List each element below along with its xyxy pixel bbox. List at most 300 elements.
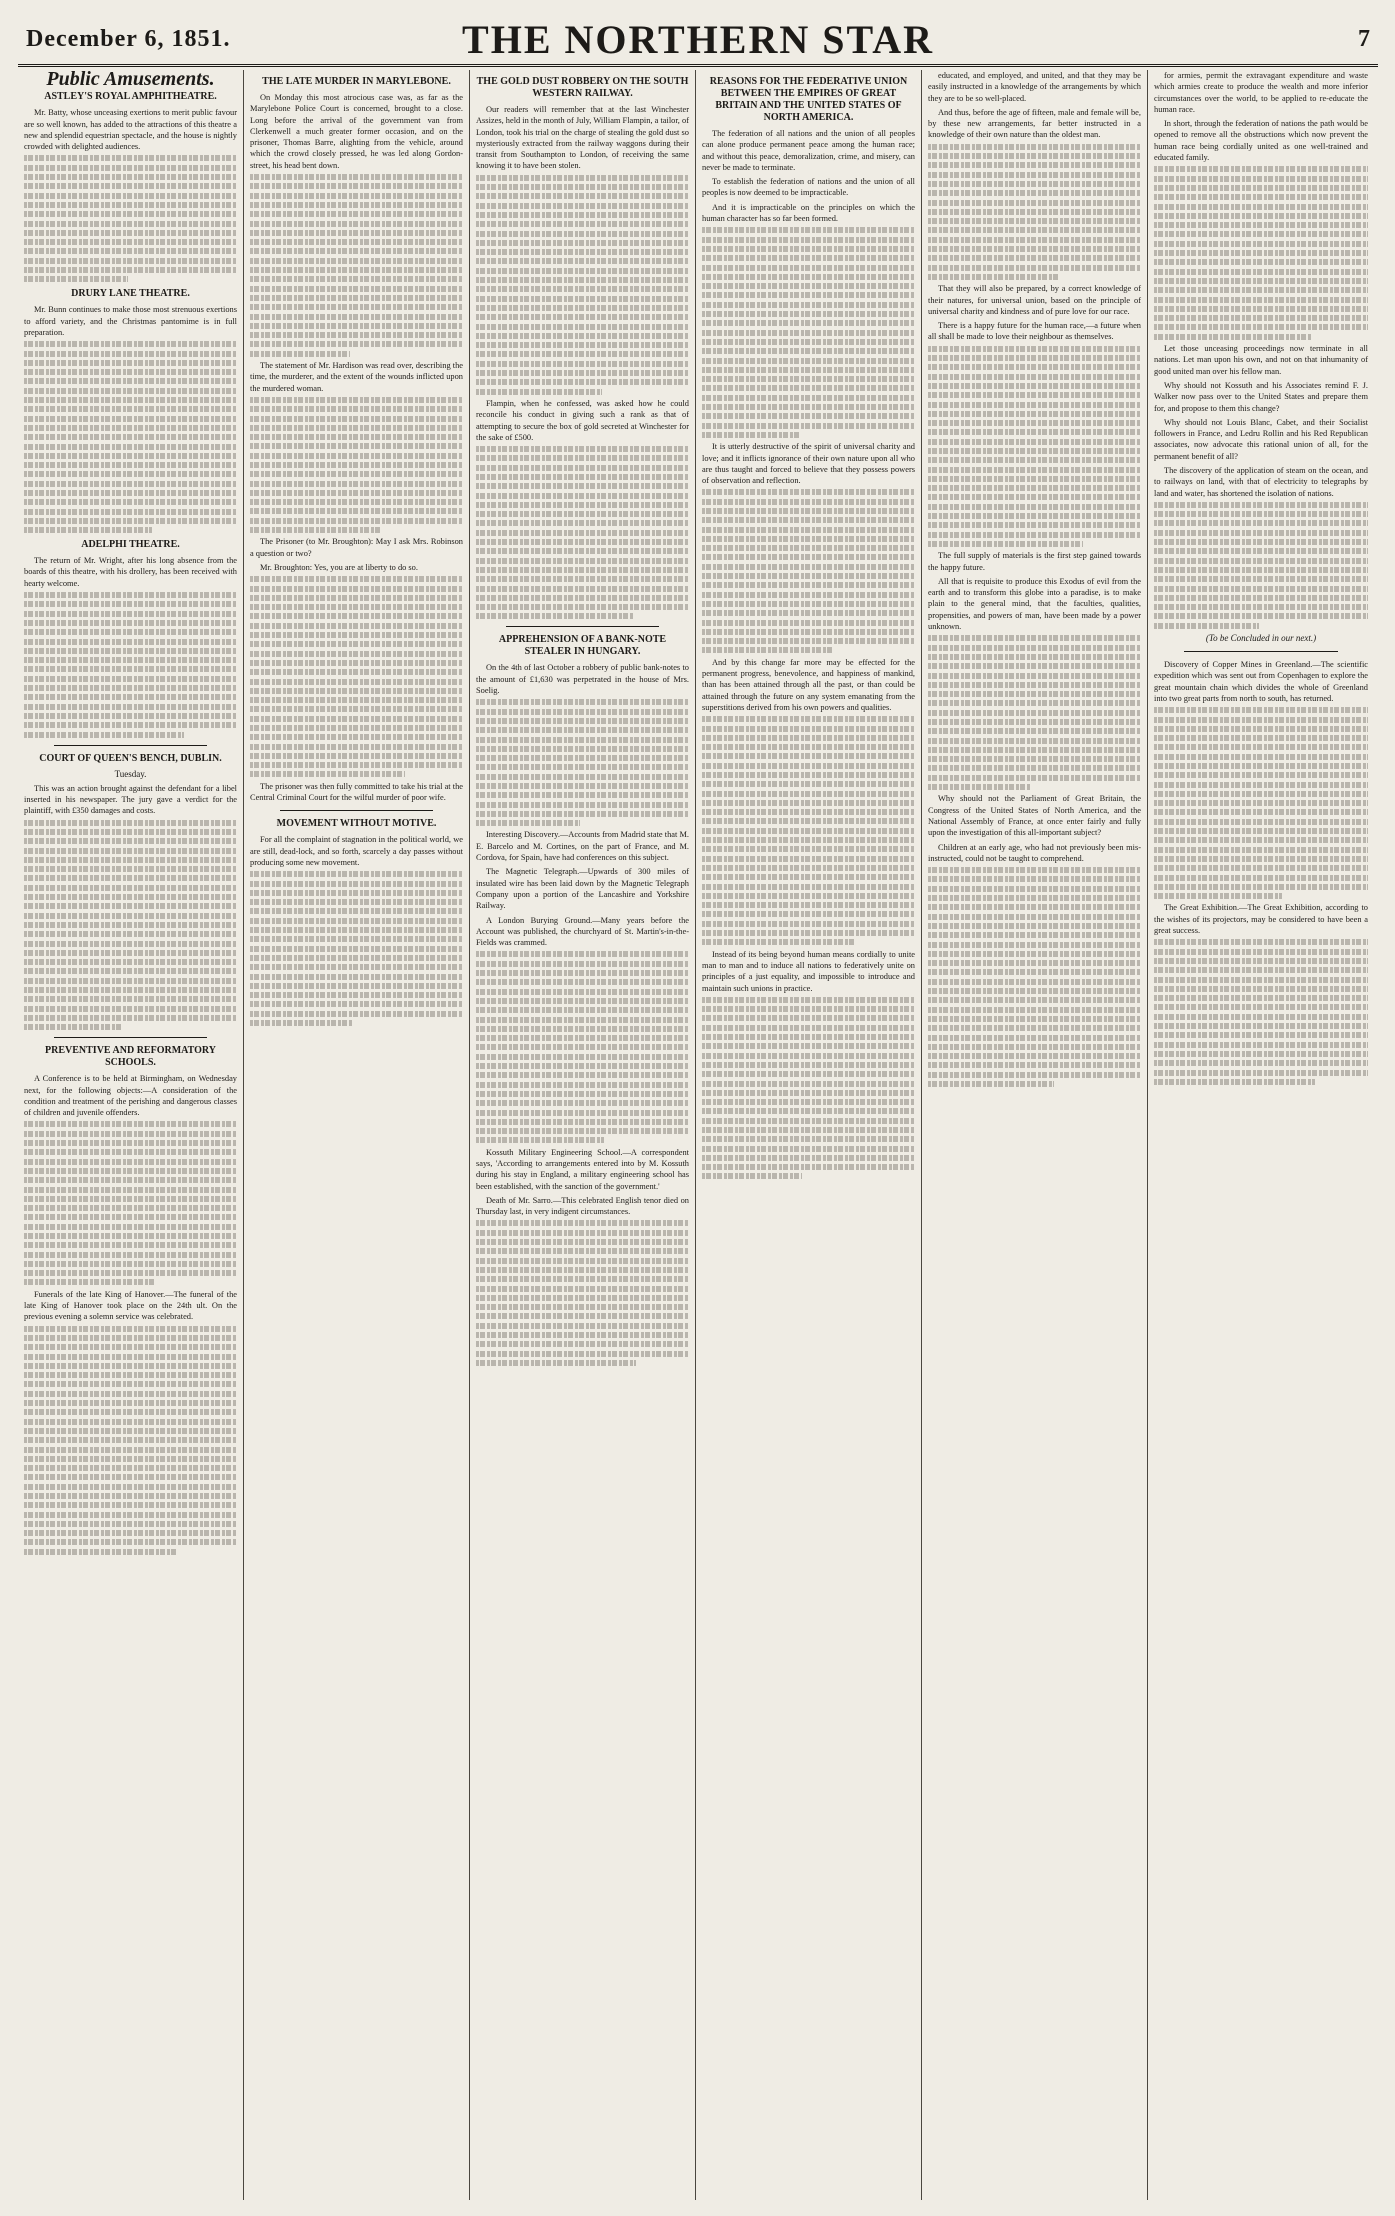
text-line-texture <box>928 738 1141 744</box>
text-line-texture <box>476 1267 689 1273</box>
text-line-texture <box>250 508 463 514</box>
text-line-texture <box>928 728 1141 734</box>
text-line-texture <box>250 641 463 647</box>
text-line-texture <box>702 1025 915 1031</box>
headline: THE GOLD DUST ROBBERY ON THE SOUTH WESTERN RAILWAY. <box>476 76 689 99</box>
text-line-texture <box>702 837 915 843</box>
text-line-texture <box>702 638 915 644</box>
text-line-texture <box>476 558 689 564</box>
text-line-texture <box>702 1108 915 1114</box>
text-line-texture <box>24 1242 237 1248</box>
text-line-texture <box>1154 511 1368 517</box>
text-line-texture <box>928 181 1141 187</box>
text-line-texture <box>476 604 689 610</box>
text-line-texture <box>476 755 689 761</box>
text-line-texture <box>1154 204 1368 210</box>
text-line-texture <box>1154 595 1368 601</box>
text-line-texture <box>928 775 1141 781</box>
text-line-texture <box>1154 297 1368 303</box>
text-line-texture <box>1154 893 1282 899</box>
text-line-texture <box>476 342 689 348</box>
filler-text <box>250 576 463 777</box>
text-line-texture <box>702 818 915 824</box>
text-line-texture <box>476 746 689 752</box>
text-line-texture <box>476 465 689 471</box>
text-line-texture <box>476 1091 689 1097</box>
text-line-texture <box>1154 520 1368 526</box>
text-line-texture <box>928 960 1141 966</box>
text-line-texture <box>1154 735 1368 741</box>
text-line-texture <box>24 1233 237 1239</box>
text-line-texture <box>476 305 689 311</box>
text-line-texture <box>24 1521 237 1527</box>
text-line-texture <box>928 364 1141 370</box>
text-line-texture <box>1154 1042 1368 1048</box>
text-line-texture <box>702 536 915 542</box>
section-heading: Public Amusements. <box>46 70 215 90</box>
text-line-texture <box>250 481 463 487</box>
text-line-texture <box>702 939 855 945</box>
text-line-texture <box>476 1110 689 1116</box>
text-line-texture <box>476 802 689 808</box>
article-paragraph: And by this change far more may be effected for the permanent progress, benevolence, and happiness of mankind, than has been attained through all the past, or than could be attained through the future on any system emanating from the superstitions derived from his own powers and qualities. <box>702 657 915 712</box>
text-line-texture <box>476 1220 689 1226</box>
headline: REASONS FOR THE FEDERATIVE UNION BETWEEN THE EMPIRES OF GREAT BRITAIN AND THE UNITED STATES OF NORTH AMERICA. <box>709 76 908 123</box>
text-line-texture <box>1154 754 1368 760</box>
article-paragraph: And it is impracticable on the principles on which the human character has so far been formed. <box>702 202 915 224</box>
text-line-texture <box>928 172 1141 178</box>
text-line-texture <box>24 425 237 431</box>
text-line-texture <box>702 610 915 616</box>
text-line-texture <box>250 183 463 189</box>
text-line-texture <box>928 895 1141 901</box>
text-line-texture <box>702 772 915 778</box>
divider <box>280 810 433 811</box>
text-line-texture <box>24 406 237 412</box>
text-line-texture <box>702 930 915 936</box>
text-line-texture <box>476 1360 636 1366</box>
text-line-texture <box>476 595 689 601</box>
text-line-texture <box>24 1335 237 1341</box>
text-line-texture <box>702 358 915 364</box>
text-line-texture <box>24 221 237 227</box>
text-line-texture <box>24 462 237 468</box>
text-line-texture <box>24 894 237 900</box>
filler-text <box>1154 502 1368 629</box>
text-line-texture <box>250 613 463 619</box>
text-line-texture <box>928 700 1141 706</box>
text-line-texture <box>928 645 1141 651</box>
article-paragraph: There is a happy future for the human race,—a future when all shall be made to love their neighbour as themselves. <box>928 321 1141 342</box>
text-line-texture <box>928 969 1141 975</box>
text-line-texture <box>702 265 915 271</box>
text-line-texture <box>24 155 237 161</box>
text-line-texture <box>24 1344 237 1350</box>
text-line-texture <box>928 411 1141 417</box>
filler-text <box>928 635 1141 790</box>
text-line-texture <box>928 162 1141 168</box>
text-line-texture <box>476 1017 689 1023</box>
text-line-texture <box>1154 1051 1368 1057</box>
text-line-texture <box>476 1295 689 1301</box>
text-line-texture <box>702 227 915 233</box>
text-line-texture <box>476 268 689 274</box>
text-line-texture <box>250 323 463 329</box>
article-paragraph: The Magnetic Telegraph.—Upwards of 300 miles of insulated wire has been laid down by the Magnetic Telegraph Company upon a portion of the Lancashire and Yorkshire Railway. <box>476 867 689 911</box>
text-line-texture <box>928 522 1141 528</box>
text-line-texture <box>1154 847 1368 853</box>
text-line-texture <box>928 673 1141 679</box>
text-line-texture <box>24 648 237 654</box>
text-line-texture <box>24 1502 237 1508</box>
text-line-texture <box>476 389 602 395</box>
article-paragraph: Kossuth Military Engineering School.—A correspondent says, 'According to arrangements entered into by M. Kossuth during his stay in England, a military engineering school has been established, with the sanction of the government.' <box>476 1147 689 1191</box>
text-line-texture <box>250 604 463 610</box>
column-3 <box>470 70 696 2200</box>
column-5 <box>922 70 1148 2200</box>
text-line-texture <box>24 666 237 672</box>
text-line-texture <box>702 1062 915 1068</box>
text-line-texture <box>702 1090 915 1096</box>
text-line-texture <box>24 509 237 515</box>
text-line-texture <box>702 1034 915 1040</box>
text-line-texture <box>928 1016 1141 1022</box>
text-line-texture <box>476 530 689 536</box>
text-line-texture <box>24 685 237 691</box>
text-line-texture <box>250 1020 352 1026</box>
text-line-texture <box>476 1082 689 1088</box>
text-line-texture <box>702 865 915 871</box>
divider <box>1184 651 1338 652</box>
text-line-texture <box>24 230 237 236</box>
text-line-texture <box>1154 1032 1368 1038</box>
text-line-texture <box>702 620 915 626</box>
text-line-texture <box>250 744 463 750</box>
text-line-texture <box>702 582 915 588</box>
text-line-texture <box>250 258 463 264</box>
text-line-texture <box>702 592 915 598</box>
text-line-texture <box>476 203 689 209</box>
text-line-texture <box>24 885 237 891</box>
text-line-texture <box>476 1072 689 1078</box>
text-line-texture <box>476 361 689 367</box>
text-line-texture <box>702 753 915 759</box>
text-line-texture <box>928 951 1141 957</box>
text-line-texture <box>24 397 237 403</box>
column-4 <box>696 70 922 2200</box>
text-line-texture <box>1154 967 1368 973</box>
text-line-texture <box>24 369 237 375</box>
column-2 <box>244 70 470 2200</box>
text-line-texture <box>1154 269 1368 275</box>
text-line-texture <box>702 573 915 579</box>
text-line-texture <box>702 554 915 560</box>
text-line-texture <box>702 1155 915 1161</box>
text-line-texture <box>250 679 463 685</box>
text-line-texture <box>24 732 184 738</box>
text-line-texture <box>1154 287 1368 293</box>
text-line-texture <box>24 1437 237 1443</box>
text-line-texture <box>476 483 689 489</box>
text-line-texture <box>928 227 1141 233</box>
text-line-texture <box>928 1035 1141 1041</box>
text-line-texture <box>928 429 1141 435</box>
article-paragraph: For all the complaint of stagnation in the political world, we are still, dead-lock, and so forth, scarcely a day passes without producing some new movement. <box>250 835 463 867</box>
text-line-texture <box>250 341 463 347</box>
headline: COURT OF QUEEN'S BENCH, DUBLIN. <box>39 752 222 764</box>
text-line-texture <box>24 1168 237 1174</box>
text-line-texture <box>24 968 237 974</box>
filler-text <box>702 716 915 945</box>
headline: THE LATE MURDER IN MARYLEBONE. <box>262 76 451 87</box>
column-1 <box>18 70 244 2200</box>
text-line-texture <box>928 979 1141 985</box>
text-line-texture <box>476 370 689 376</box>
text-line-texture <box>476 455 689 461</box>
text-line-texture <box>702 339 915 345</box>
text-line-texture <box>476 520 689 526</box>
text-line-texture <box>928 255 1141 261</box>
text-line-texture <box>24 987 237 993</box>
text-line-texture <box>1154 306 1368 312</box>
filler-text <box>702 997 915 1180</box>
text-line-texture <box>250 936 463 942</box>
headline: DRURY LANE THEATRE. <box>71 288 190 300</box>
text-line-texture <box>928 654 1141 660</box>
text-line-texture <box>1154 791 1368 797</box>
text-line-texture <box>250 632 463 638</box>
article-paragraph: In short, through the federation of nations the path would be opened to remove all the obstructions which now prevent the human race being cordially united as one well-trained and educated family. <box>1154 119 1368 163</box>
issue-date: December 6, 1851. <box>26 26 231 52</box>
text-line-texture <box>928 190 1141 196</box>
text-line-texture <box>476 1248 689 1254</box>
filler-text <box>24 1121 237 1285</box>
text-line-texture <box>702 367 915 373</box>
text-line-texture <box>24 959 237 965</box>
text-line-texture <box>24 1015 237 1021</box>
text-line-texture <box>702 517 915 523</box>
text-line-texture <box>928 1025 1141 1031</box>
text-line-texture <box>250 286 463 292</box>
text-line-texture <box>1154 949 1368 955</box>
text-line-texture <box>250 595 463 601</box>
article-paragraph: The discovery of the application of steam on the ocean, and to railways on land, with that of electricity to telegraphs by land and water, has shortened the isolation of nations. <box>1154 465 1368 498</box>
text-line-texture <box>24 453 237 459</box>
text-line-texture <box>24 341 237 347</box>
text-line-texture <box>1154 558 1368 564</box>
text-line-texture <box>928 494 1141 500</box>
text-line-texture <box>250 406 463 412</box>
text-line-texture <box>250 771 405 777</box>
text-line-texture <box>24 875 237 881</box>
text-line-texture <box>24 1428 237 1434</box>
filler-text <box>24 1326 237 1555</box>
text-line-texture <box>250 499 463 505</box>
text-line-texture <box>1154 278 1368 284</box>
article-paragraph: It is utterly destructive of the spirit of universal charity and love; and it inflicts ignorance of their own nature upon all who are thus taught and forced to believe that they possess powers of observation and reflection. <box>702 442 915 486</box>
text-line-texture <box>24 1187 237 1193</box>
text-line-texture <box>928 200 1141 206</box>
text-line-texture <box>928 988 1141 994</box>
text-line-texture <box>702 1127 915 1133</box>
text-line-texture <box>702 404 915 410</box>
filler-text <box>1154 707 1368 899</box>
text-line-texture <box>1154 315 1368 321</box>
text-line-texture <box>1154 530 1368 536</box>
text-line-texture <box>24 1214 237 1220</box>
text-line-texture <box>476 296 689 302</box>
text-line-texture <box>24 913 237 919</box>
text-line-texture <box>250 899 463 905</box>
text-line-texture <box>476 1230 689 1236</box>
text-line-texture <box>702 997 915 1003</box>
article-paragraph: All that is requisite to produce this Exodus of evil from the earth and to transform this globe into a paradise, is to make plain to the general mind, that the faculties, qualities, propensities, and powers of man, have been made by a power unknown. <box>928 576 1141 632</box>
text-line-texture <box>702 744 915 750</box>
text-line-texture <box>702 1071 915 1077</box>
text-line-texture <box>24 722 237 728</box>
text-line-texture <box>476 737 689 743</box>
text-line-texture <box>702 1164 915 1170</box>
text-line-texture <box>1154 185 1368 191</box>
text-line-texture <box>702 1136 915 1142</box>
text-line-texture <box>928 904 1141 910</box>
divider <box>506 626 659 627</box>
text-line-texture <box>476 1258 689 1264</box>
text-line-texture <box>476 1007 689 1013</box>
text-line-texture <box>476 951 689 957</box>
text-line-texture <box>24 829 237 835</box>
text-line-texture <box>702 413 915 419</box>
text-line-texture <box>250 527 382 533</box>
text-line-texture <box>928 504 1141 510</box>
text-line-texture <box>476 783 689 789</box>
text-line-texture <box>928 420 1141 426</box>
article-paragraph: Funerals of the late King of Hanover.—The funeral of the late King of Hanover took place on the 24th ult. On the previous evening a solemn service was celebrated. <box>24 1289 237 1322</box>
text-line-texture <box>928 942 1141 948</box>
text-line-texture <box>476 511 689 517</box>
text-line-texture <box>702 716 915 722</box>
text-line-texture <box>702 726 915 732</box>
text-line-texture <box>24 1024 122 1030</box>
text-line-texture <box>1154 726 1368 732</box>
text-line-texture <box>702 564 915 570</box>
text-line-texture <box>928 485 1141 491</box>
text-line-texture <box>24 1363 237 1369</box>
text-line-texture <box>476 193 689 199</box>
article-paragraph: Why should not Louis Blanc, Cabet, and their Socialist followers in France, and Ledru Rollin and his Red Republican associates, now advocate this rational union of all, for the permanent benefit of all? <box>1154 417 1368 461</box>
text-line-texture <box>24 601 237 607</box>
article-paragraph: Death of Mr. Sarro.—This celebrated English tenor died on Thursday last, in very indigent circumstances. <box>476 1195 689 1217</box>
text-line-texture <box>250 623 463 629</box>
text-line-texture <box>1154 772 1368 778</box>
text-line-texture <box>702 874 915 880</box>
text-line-texture <box>24 713 237 719</box>
filler-text <box>24 155 237 282</box>
text-line-texture <box>702 763 915 769</box>
text-line-texture <box>24 922 237 928</box>
text-line-texture <box>702 274 915 280</box>
text-line-texture <box>1154 744 1368 750</box>
text-line-texture <box>1154 567 1368 573</box>
text-line-texture <box>928 1053 1141 1059</box>
text-line-texture <box>24 950 237 956</box>
text-line-texture <box>476 1054 689 1060</box>
text-line-texture <box>24 1270 237 1276</box>
text-line-texture <box>476 1100 689 1106</box>
text-line-texture <box>702 846 915 852</box>
text-line-texture <box>24 1224 237 1230</box>
text-line-texture <box>928 457 1141 463</box>
text-line-texture <box>476 567 689 573</box>
text-line-texture <box>928 476 1141 482</box>
filler-text <box>250 174 463 357</box>
page-number: 7 <box>1358 26 1370 52</box>
text-line-texture <box>250 1001 463 1007</box>
text-line-texture <box>1154 213 1368 219</box>
text-line-texture <box>928 439 1141 445</box>
article-paragraph: On the 4th of last October a robbery of public bank-notes to the amount of £1,630 was perpetrated in the house of Mrs. Soelig. <box>476 663 689 696</box>
text-line-texture <box>928 144 1141 150</box>
text-line-texture <box>702 508 915 514</box>
text-line-texture <box>928 1007 1141 1013</box>
text-line-texture <box>24 1539 237 1545</box>
text-line-texture <box>928 392 1141 398</box>
text-line-texture <box>24 1372 237 1378</box>
text-line-texture <box>1154 800 1368 806</box>
text-line-texture <box>1154 502 1368 508</box>
text-line-texture <box>24 1354 237 1360</box>
text-line-texture <box>24 211 237 217</box>
text-line-texture <box>928 1081 1054 1087</box>
text-line-texture <box>702 527 915 533</box>
text-line-texture <box>702 1006 915 1012</box>
text-line-texture <box>250 964 463 970</box>
text-line-texture <box>250 992 463 998</box>
article-paragraph: Discovery of Copper Mines in Greenland.—The scientific expedition which was sent out from Copenhagen to explore the great mountain chain which divides the whole of Greenland into two great parts from north to south, has returned. <box>1154 660 1368 703</box>
text-line-texture <box>1154 548 1368 554</box>
text-line-texture <box>928 402 1141 408</box>
text-line-texture <box>702 283 915 289</box>
text-line-texture <box>250 276 463 282</box>
text-line-texture <box>24 490 237 496</box>
text-line-texture <box>476 1128 689 1134</box>
text-line-texture <box>24 629 237 635</box>
text-line-texture <box>24 1419 237 1425</box>
text-line-texture <box>928 541 1083 547</box>
text-line-texture <box>250 462 463 468</box>
text-line-texture <box>250 955 463 961</box>
text-line-texture <box>928 747 1141 753</box>
text-line-texture <box>250 716 463 722</box>
text-line-texture <box>476 1137 604 1143</box>
text-line-texture <box>476 493 689 499</box>
text-line-texture <box>250 983 463 989</box>
article-paragraph: To establish the federation of nations and the union of all peoples is now deemed to be impracticable. <box>702 177 915 198</box>
text-line-texture <box>1154 334 1312 340</box>
headline: APPREHENSION OF A BANK-NOTE STEALER IN HUNGARY. <box>498 634 667 658</box>
text-line-texture <box>702 735 915 741</box>
filler-text <box>476 1220 689 1365</box>
text-line-texture <box>24 866 237 872</box>
text-line-texture <box>1154 939 1368 945</box>
text-line-texture <box>476 699 689 705</box>
text-line-texture <box>476 539 689 545</box>
text-line-texture <box>702 1146 915 1152</box>
text-line-texture <box>476 1323 689 1329</box>
text-line-texture <box>24 1549 177 1555</box>
text-line-texture <box>250 434 463 440</box>
text-line-texture <box>702 856 915 862</box>
